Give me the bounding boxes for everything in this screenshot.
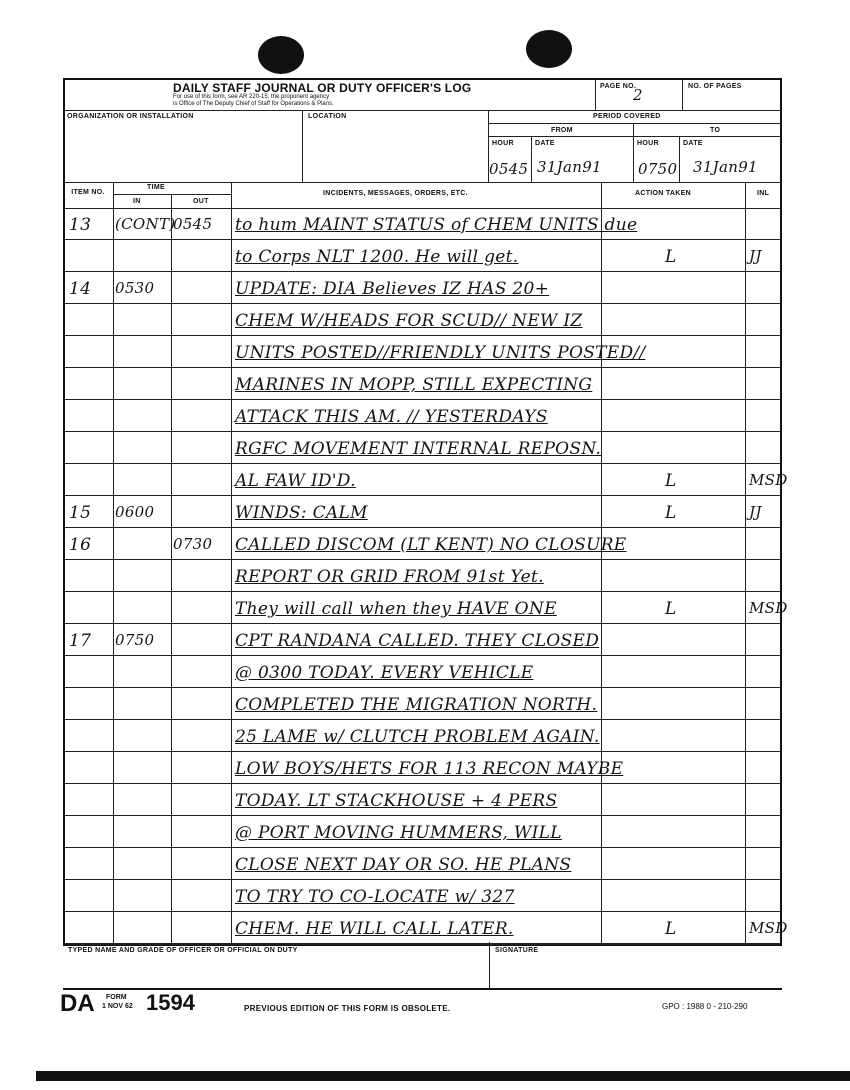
table-row (65, 400, 780, 432)
item-number-cell: 14 (69, 279, 92, 299)
incident-text-cell: AL FAW ID'D. (235, 471, 356, 491)
col-time-in-label: IN (133, 198, 141, 205)
incident-text-cell: CHEM. HE WILL CALL LATER. (235, 919, 514, 939)
incident-text-cell: to hum MAINT STATUS of CHEM UNITS due (235, 215, 638, 235)
time-in-cell: (CONT) (115, 215, 176, 233)
to-date-label: DATE (683, 140, 703, 147)
incident-text-cell: @ PORT MOVING HUMMERS, WILL (235, 823, 562, 843)
action-taken-cell: L (665, 247, 677, 267)
action-taken-cell: L (665, 599, 677, 619)
time-in-cell: 0600 (115, 503, 155, 521)
incident-text-cell: RGFC MOVEMENT INTERNAL REPOSN. (235, 439, 602, 459)
incident-text-cell: REPORT OR GRID FROM 91st Yet. (235, 567, 544, 587)
table-row (65, 816, 780, 848)
form-number: 1594 (146, 990, 195, 1015)
table-row (65, 624, 780, 656)
period-covered-label: PERIOD COVERED (593, 113, 661, 120)
table-row (65, 240, 780, 272)
to-hour-value: 0750 (638, 160, 678, 178)
location-label: LOCATION (308, 113, 347, 120)
form-subtitle-1: For use of this form, see AR 220-15; the proponent agency (173, 94, 330, 100)
incident-text-cell: COMPLETED THE MIGRATION NORTH. (235, 695, 598, 715)
time-out-cell: 0730 (173, 535, 213, 553)
previous-edition-note: PREVIOUS EDITION OF THIS FORM IS OBSOLETE. (244, 1004, 451, 1013)
col-action-taken-label: ACTION TAKEN (635, 190, 691, 197)
table-row (65, 368, 780, 400)
col-initials-label: INL (757, 190, 770, 197)
initials-cell: JJ (749, 503, 762, 521)
incident-text-cell: MARINES IN MOPP, STILL EXPECTING (235, 375, 593, 395)
table-row (65, 336, 780, 368)
table-row (65, 560, 780, 592)
organization-label: ORGANIZATION OR INSTALLATION (67, 113, 194, 120)
typed-name-label: TYPED NAME AND GRADE OF OFFICER OR OFFICIAL ON DUTY (68, 947, 298, 954)
col-time-label: TIME (147, 184, 165, 191)
gpo-code: GPO : 1988 0 - 210-290 (662, 1002, 748, 1011)
table-row (65, 848, 780, 880)
incident-text-cell: UNITS POSTED//FRIENDLY UNITS POSTED// (235, 343, 646, 363)
time-in-cell: 0530 (115, 279, 155, 297)
from-date-label: DATE (535, 140, 555, 147)
item-number-cell: 16 (69, 535, 92, 555)
from-date-value: 31Jan91 (537, 158, 602, 176)
to-label: TO (710, 127, 721, 134)
from-hour-value: 0545 (489, 160, 529, 178)
journal-entries (65, 208, 788, 944)
incident-text-cell: ATTACK THIS AM. // YESTERDAYS (235, 407, 548, 427)
incident-text-cell: to Corps NLT 1200. He will get. (235, 247, 519, 267)
table-row (65, 464, 788, 496)
incident-text-cell: 25 LAME w/ CLUTCH PROBLEM AGAIN. (235, 727, 600, 747)
punch-hole-left (258, 36, 304, 74)
table-row (65, 592, 788, 624)
to-hour-label: HOUR (637, 140, 659, 147)
action-taken-cell: L (665, 503, 677, 523)
form-date-label: 1 NOV 62 (102, 1003, 133, 1010)
col-time-out-label: OUT (193, 198, 209, 205)
col-incidents-label: INCIDENTS, MESSAGES, ORDERS, ETC. (323, 190, 468, 197)
initials-cell: MSD (749, 919, 788, 937)
item-number-cell: 15 (69, 503, 92, 523)
time-in-cell: 0750 (115, 631, 155, 649)
table-row (65, 912, 788, 944)
time-out-cell: 0545 (173, 215, 213, 233)
item-number-cell: 13 (69, 215, 92, 235)
initials-cell: JJ (749, 247, 762, 265)
form-word-label: FORM (106, 994, 127, 1001)
table-row (65, 272, 780, 304)
incident-text-cell: CPT RANDANA CALLED. THEY CLOSED (235, 631, 600, 651)
incident-text-cell: LOW BOYS/HETS FOR 113 RECON MAYBE (235, 759, 624, 779)
table-row (65, 208, 780, 240)
to-date-value: 31Jan91 (693, 158, 758, 176)
incident-text-cell: CLOSE NEXT DAY OR SO. HE PLANS (235, 855, 572, 875)
action-taken-cell: L (665, 471, 677, 491)
table-row (65, 880, 780, 912)
incident-text-cell: WINDS: CALM (235, 503, 368, 523)
signature-label: SIGNATURE (495, 947, 539, 954)
initials-cell: MSD (749, 599, 788, 617)
col-item-no-label: ITEM NO. (71, 189, 105, 196)
staff-journal-form (63, 78, 788, 954)
page-no-label: PAGE NO. (600, 83, 637, 90)
punch-hole-right (526, 30, 572, 68)
table-row (65, 528, 780, 560)
form-subtitle-2: is Office of The Deputy Chief of Staff for Operations & Plans. (173, 101, 334, 107)
table-row (65, 432, 780, 464)
table-row (65, 688, 780, 720)
item-number-cell: 17 (69, 631, 92, 651)
table-row (65, 496, 780, 528)
incident-text-cell: CALLED DISCOM (LT KENT) NO CLOSURE (235, 535, 627, 555)
incident-text-cell: CHEM W/HEADS FOR SCUD// NEW IZ (235, 311, 583, 331)
table-row (65, 656, 780, 688)
table-row (65, 784, 780, 816)
incident-text-cell: @ 0300 TODAY. EVERY VEHICLE (235, 663, 534, 683)
form-title: DAILY STAFF JOURNAL OR DUTY OFFICER'S LOG (173, 81, 472, 95)
incident-text-cell: TO TRY TO CO-LOCATE w/ 327 (235, 887, 515, 907)
incident-text-cell: TODAY. LT STACKHOUSE + 4 PERS (235, 791, 558, 811)
action-taken-cell: L (665, 919, 677, 939)
incident-text-cell: UPDATE: DIA Believes IZ HAS 20+ (235, 279, 550, 299)
from-label: FROM (551, 127, 573, 134)
form-da-label: DA (60, 990, 95, 1017)
no-of-pages-label: NO. OF PAGES (688, 83, 742, 90)
table-row (65, 752, 780, 784)
from-hour-label: HOUR (492, 140, 514, 147)
page-no-value: 2 (633, 86, 643, 104)
incident-text-cell: They will call when they HAVE ONE (235, 599, 557, 619)
page-bottom-bar (36, 1071, 850, 1081)
initials-cell: MSD (749, 471, 788, 489)
table-row (65, 304, 780, 336)
table-row (65, 720, 780, 752)
